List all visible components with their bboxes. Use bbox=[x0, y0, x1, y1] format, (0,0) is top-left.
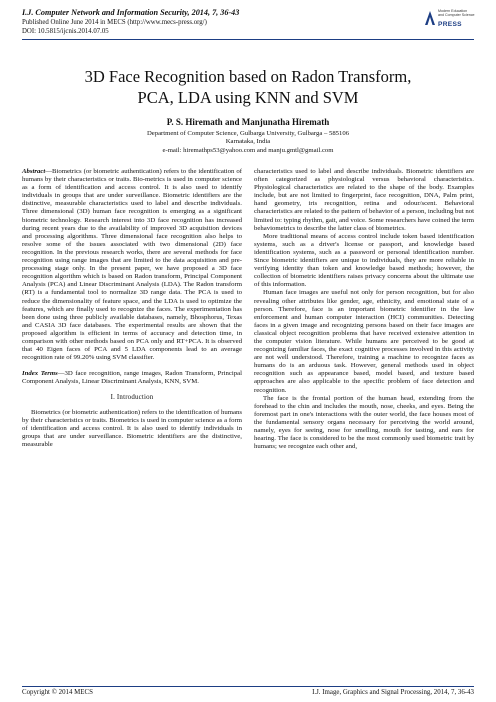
author-email[interactable]: e-mail: hiremathps53@yahoo.com and manju.gmtl@gmail.com bbox=[162, 146, 334, 154]
publisher-logo-icon bbox=[424, 10, 436, 26]
journal-citation: I.J. Computer Network and Information Security, 2014, 7, 36-43 bbox=[22, 8, 240, 17]
publisher-name: Modern Education and Computer Science bbox=[438, 9, 475, 18]
footer-copyright: Copyright © 2014 MECS bbox=[22, 689, 93, 696]
footer-rule bbox=[22, 686, 474, 687]
header-rule bbox=[22, 39, 474, 40]
section-heading-introduction: I. Introduction bbox=[110, 394, 154, 402]
footer-journal: I.J. Image, Graphics and Signal Processing, 2014, 7, 36-43 bbox=[312, 689, 474, 696]
body-paragraph: Human face images are useful not only for person recognition, but for also revealing other attributes like gender, age, ethnicity, and emotional state of a person. Therefore, face is an important biometric identifier in the law enforcement and human computer interaction (HCI) communities. Detecting faces in a given image and recognizing persons based on their face images are classical object recognition problems that have received extensive attention in the computer vision literature. While humans are perceived to be good at recognizing familiar faces, the exact cognitive processes involved in this activity are not well understood. Therefore, training a machine to recognize faces as humans do is an arduous task. However, general methods used in object recognition such as appearance based, model based, and texture based approaches are also applicable to the specific problem of face detection and recognition. bbox=[254, 289, 474, 394]
index-terms: Index Terms—3D face recognition, range images, Radon Transform, Principal Component Analysis, Linear Discriminant Analysis, KNN, SVM. bbox=[22, 370, 242, 386]
publisher-mark: PRESS bbox=[438, 21, 462, 28]
left-column bbox=[22, 168, 242, 449]
right-column bbox=[254, 168, 474, 451]
publisher-logo bbox=[424, 8, 476, 30]
body-paragraph: The face is the frontal portion of the human head, extending from the forehead to the chin and includes the mouth, nose, cheeks, and eyes. Being the foremost part in one's interactions with the outer world, the face houses most of the fundamental sensory organs necessary for perceiving the world around, namely, eyes for seeing, nose for smelling, mouth for tasting, and ears for hearing. The face is considered to be the most commonly used biometric trait by humans; we recognize each other and, bbox=[254, 394, 474, 451]
author-names: P. S. Hiremath and Manjunatha Hiremath bbox=[166, 117, 330, 127]
abstract: Abstract—Biometrics (or biometric authentication) refers to the identification of humans by their characteristics or traits. Bio-metrics is used in computer science as a form of identification and access control. It is also used to identify individuals in groups that are under surveillance. Biometric identifiers are the distinctive, measurable characteristics used to label and describe individuals. Three dimensional (3D) human face recognition is emerging as a significant biometric technology. Research interest into 3D face recognition has increased during recent years due to the availability of improved 3D acquisition devices and processing algorithms. Three dimensional face recognition also helps to resolve some of the issues associated with two dimensional (2D) face recognition. In the previous research works, there are several methods for face recognition using range images that are limited to the data acquisition and pre-processing stage only. In the present paper, we have proposed a 3D face recognition algorithm which is based on Radon transform, Principal Component Analysis (PCA) and Linear Discriminant Analysis (LDA). The Radon transform (RT) is a fundamental tool to normalize 3D range data. The PCA is used to reduce the dimensionality of feature space, and the LDA is used to optimize the features, which are finally used to recognize the faces. The experimentation has been done using three publicly available databases, namely, Bhosphorus, Texas and CASIA 3D face databases. The experimental results are shown that the proposed algorithm is efficient in terms of accuracy and detection time, in comparison with other methods based on PCA only and RT+PCA. It is observed that 40 Eigen faces of PCA and 5 LDA components lead to an average recognition rate of 99.20% using SVM classifier. bbox=[22, 168, 242, 362]
paper-title: 3D Face Recognition based on Radon Transform, PCA, LDA using KNN and SVM bbox=[84, 67, 412, 107]
running-header bbox=[22, 8, 402, 36]
doi: DOI: 10.5815/ijcnis.2014.07.05 bbox=[22, 28, 109, 35]
publication-info: Published Online June 2014 in MECS (http://www.mecs-press.org/) bbox=[22, 19, 207, 26]
author-affiliation: Department of Computer Science, Gulbarga University, Gulbarga – 585106 Karnataka, India e-mail: hiremathps53@yahoo.com and manju.gmtl@gmail.com bbox=[22, 130, 474, 155]
intro-paragraph: Biometrics (or biometric authentication) refers to the identification of humans by their characteristics or traits. Biometrics is used in computer science as a form of identification and access control. It is also used to identify individuals in groups that are under surveillance. Biometric identifiers are the distinctive, measurable bbox=[22, 408, 242, 448]
body-paragraph: characteristics used to label and describe individuals. Biometric identifiers are often categorized as physiological versus behavioral characteristics. Physiological characteristics are related to the shape of the body. Examples include, but are not limited to fingerprint, face recognition, DNA, Palm print, hand geometry, iris recognition, retina and odour/scent. Behavioral characteristics are related to the pattern of behavior of a person, including but not limited to: typing rhythm, gait, and voice. Some researchers have coined the term behaviometrics to describe the latter class of biometrics. bbox=[254, 168, 474, 232]
body-paragraph: More traditional means of access control include token based identification systems, such as a driver's license or passport, and knowledge based identification systems, such as a password or personal identification number. Since biometric identifiers are unique to individuals, they are more reliable in verifying identity than token and knowledge based methods; however, the collection of biometric identifiers raises privacy concerns about the ultimate use of this information. bbox=[254, 232, 474, 289]
